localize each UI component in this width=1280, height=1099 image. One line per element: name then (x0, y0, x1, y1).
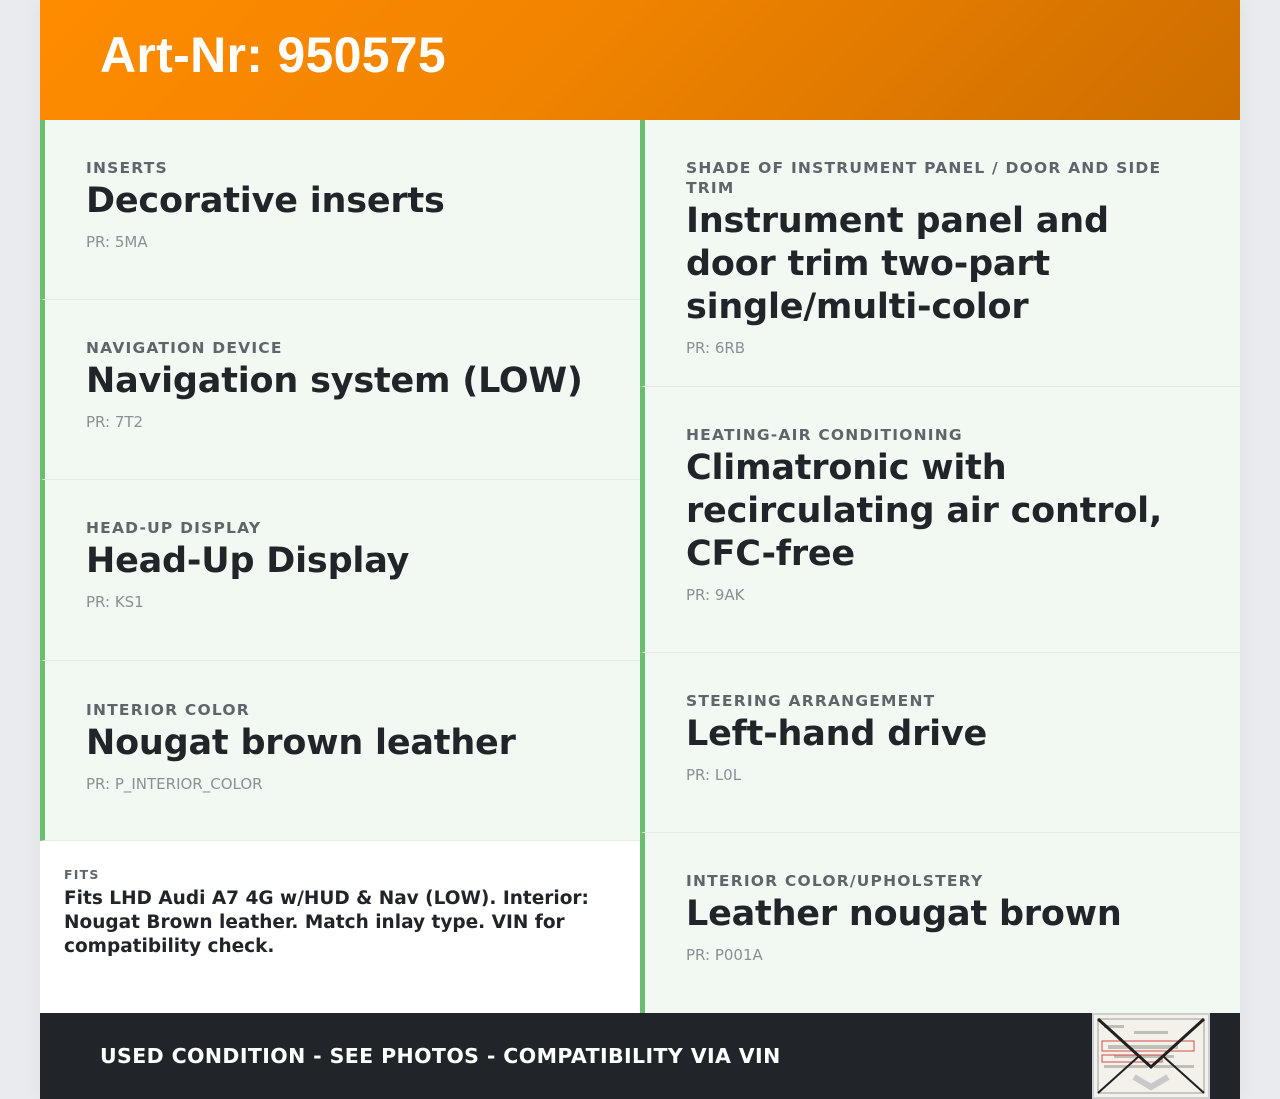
pr-code: PR: P_INTERIOR_COLOR (86, 775, 263, 793)
equipment-cell-navigation (40, 300, 640, 480)
fits-label: FITS (64, 867, 100, 882)
equipment-cell-instrument-panel-shade (640, 120, 1240, 387)
part-info-card (40, 0, 1240, 1099)
pr-code: PR: P001A (686, 946, 763, 964)
equipment-label: STEERING ARRANGEMENT (686, 692, 936, 710)
pr-code: PR: 5MA (86, 233, 148, 251)
equipment-label: HEATING-AIR CONDITIONING (686, 426, 963, 444)
equipment-value: Climatronic with recirculating air control, CFC-free (686, 448, 1163, 574)
equipment-value: Navigation system (LOW) (86, 361, 583, 401)
equipment-label: INTERIOR COLOR/UPHOLSTERY (686, 872, 984, 890)
article-number-title: Art-Nr: 950575 (100, 27, 447, 83)
condition-note: USED CONDITION - SEE PHOTOS - COMPATIBILITY VIA VIN (100, 1044, 781, 1068)
pr-code: PR: 6RB (686, 339, 746, 357)
left-column (40, 120, 640, 1013)
equipment-label: HEAD-UP DISPLAY (86, 519, 262, 537)
equipment-value: Instrument panel and door trim two-part single/multi-color (686, 201, 1109, 327)
right-column (640, 120, 1240, 1013)
equipment-label: SHADE OF INSTRUMENT PANEL / DOOR AND SIDE TRIM (686, 159, 1162, 197)
pr-code: PR: KS1 (86, 593, 144, 611)
pr-code: PR: 9AK (686, 586, 745, 604)
equipment-value: Left-hand drive (686, 714, 988, 754)
vehicle-label-thumbnail[interactable] (1092, 1013, 1210, 1099)
equipment-label: INSERTS (86, 159, 168, 177)
condition-footer (40, 1013, 1240, 1099)
equipment-cell-heating-air-conditioning (640, 387, 1240, 653)
equipment-cell-upholstery (640, 833, 1240, 1013)
fits-note (40, 841, 640, 1013)
equipment-label: NAVIGATION DEVICE (86, 339, 283, 357)
equipment-cell-interior-color (40, 661, 640, 841)
equipment-cell-head-up-display (40, 480, 640, 661)
equipment-value: Head-Up Display (86, 541, 410, 581)
equipment-cell-steering-arrangement (640, 653, 1240, 833)
equipment-value: Decorative inserts (86, 181, 445, 221)
pr-code: PR: L0L (686, 766, 742, 784)
equipment-label: INTERIOR COLOR (86, 701, 250, 719)
equipment-cell-inserts (40, 120, 640, 300)
label-photo-icon (1094, 1015, 1208, 1097)
pr-code: PR: 7T2 (86, 413, 144, 431)
fits-text: Fits LHD Audi A7 4G w/HUD & Nav (LOW). Interior: Nougat Brown leather. Match inlay type. VIN for compatibility check. (64, 888, 589, 957)
equipment-value: Nougat brown leather (86, 723, 516, 763)
equipment-grid (40, 120, 1240, 1013)
equipment-value: Leather nougat brown (686, 894, 1122, 934)
header-bar (40, 0, 1240, 120)
